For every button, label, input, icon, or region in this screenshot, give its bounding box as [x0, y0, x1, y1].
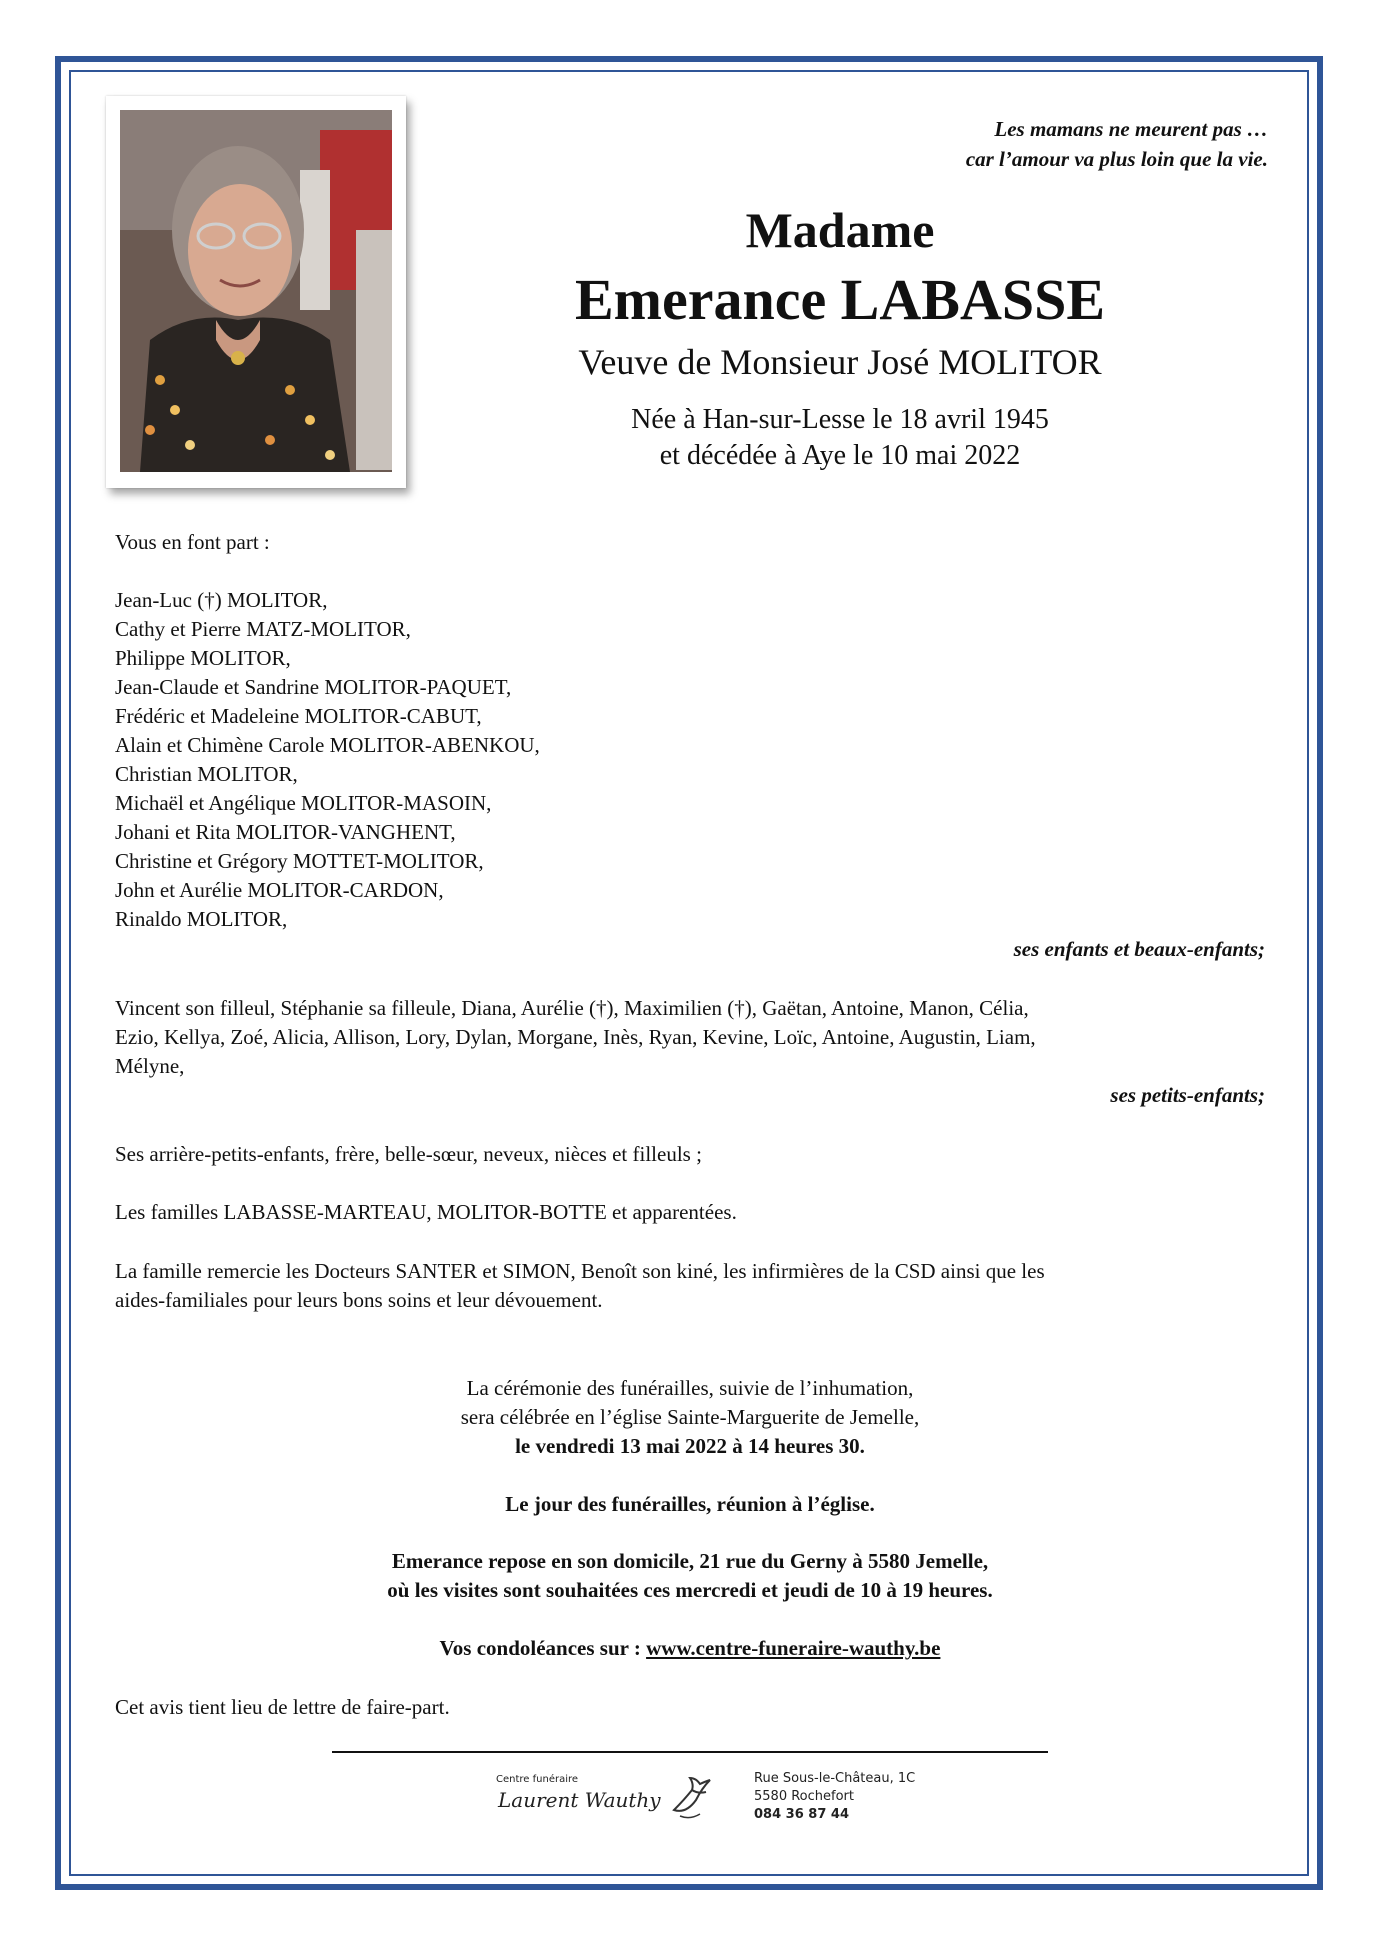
intro-text: Vous en font part :: [115, 530, 270, 554]
deceased-name: Emerance LABASSE: [574, 267, 1106, 332]
condolences: [115, 1634, 1265, 1663]
list-item: John et Aurélie MOLITOR-CARDON,: [115, 878, 444, 902]
list-item: Alain et Chimène Carole MOLITOR-ABENKOU,: [115, 733, 540, 757]
children-label: ses enfants et beaux-enfants;: [1013, 937, 1265, 961]
families: Les familles LABASSE-MARTEAU, MOLITOR-BOTTE et apparentées.: [115, 1200, 737, 1224]
ceremony-info: [115, 1374, 1265, 1461]
ceremony-datetime: le vendredi 13 mai 2022 à 14 heures 30.: [515, 1434, 865, 1458]
portrait-photo: [120, 110, 392, 472]
condolences-label: Vos condoléances sur :: [439, 1636, 641, 1660]
grandchildren-label: ses petits-enfants;: [1110, 1083, 1265, 1107]
meeting-info: Le jour des funérailles, réunion à l’église.: [505, 1492, 875, 1516]
list-item: Jean-Luc (†) MOLITOR,: [115, 588, 328, 612]
birth-death-dates: [480, 402, 1200, 474]
logo-small-text: Centre funéraire: [496, 1774, 579, 1785]
repose-line-1: Emerance repose en son domicile, 21 rue du Gerny à 5580 Jemelle,: [391, 1549, 989, 1573]
list-item: Christian MOLITOR,: [115, 762, 298, 786]
list-item: Philippe MOLITOR,: [115, 646, 291, 670]
portrait-frame: [106, 96, 406, 488]
widow-of: Veuve de Monsieur José MOLITOR: [578, 342, 1102, 382]
epigraph: [966, 114, 1268, 174]
funeral-home-logo: [496, 1770, 728, 1826]
phone-number: 084 36 87 44: [754, 1807, 849, 1822]
repose-info: [115, 1547, 1265, 1605]
grandchildren-list: [115, 994, 1265, 1081]
grandchildren-line: Vincent son filleul, Stéphanie sa filleule, Diana, Aurélie (†), Maximilien (†), Gaëtan, Antoine, Manon, Célia,: [115, 996, 1029, 1020]
thanks-line-2: aides-familiales pour leurs bons soins et leur dévouement.: [115, 1288, 603, 1312]
list-item: Frédéric et Madeleine MOLITOR-CABUT,: [115, 704, 482, 728]
list-item: Christine et Grégory MOTTET-MOLITOR,: [115, 849, 484, 873]
ceremony-line-1: La cérémonie des funérailles, suivie de l’inhumation,: [466, 1376, 914, 1400]
thanks-line-1: La famille remercie les Docteurs SANTER et SIMON, Benoît son kiné, les infirmières de la CSD ainsi que les: [115, 1259, 1045, 1283]
footer-divider: [332, 1751, 1048, 1753]
closing-note: Cet avis tient lieu de lettre de faire-part.: [115, 1695, 450, 1719]
dove-icon: [666, 1770, 716, 1824]
list-item: Rinaldo MOLITOR,: [115, 907, 288, 931]
list-item: Jean-Claude et Sandrine MOLITOR-PAQUET,: [115, 675, 512, 699]
list-item: Johani et Rita MOLITOR-VANGHENT,: [115, 820, 456, 844]
address-street: Rue Sous-le-Château, 1C: [754, 1771, 916, 1786]
repose-line-2: où les visites sont souhaitées ces mercredi et jeudi de 10 à 19 heures.: [387, 1578, 993, 1602]
epigraph-line-2: car l’amour va plus loin que la vie.: [965, 147, 1268, 171]
grandchildren-line: Mélyne,: [115, 1054, 185, 1078]
great-grandchildren: Ses arrière-petits-enfants, frère, belle-sœur, neveux, nièces et filleuls ;: [115, 1142, 702, 1166]
condolences-link[interactable]: www.centre-funeraire-wauthy.be: [646, 1636, 941, 1660]
logo-script-text: Laurent Wauthy: [498, 1788, 661, 1812]
honorific: Madame: [745, 202, 935, 258]
funeral-home-address: [754, 1770, 915, 1824]
thanks-paragraph: [115, 1257, 1265, 1315]
address-city: 5580 Rochefort: [754, 1789, 854, 1804]
grandchildren-line: Ezio, Kellya, Zoé, Alicia, Allison, Lory, Dylan, Morgane, Inès, Ryan, Kevine, Loïc, Antoine, Augustin, Liam,: [115, 1025, 1036, 1049]
list-item: Cathy et Pierre MATZ-MOLITOR,: [115, 617, 411, 641]
list-item: Michaël et Angélique MOLITOR-MASOIN,: [115, 791, 492, 815]
epigraph-line-1: Les mamans ne meurent pas …: [994, 117, 1268, 141]
birth-line: Née à Han-sur-Lesse le 18 avril 1945: [631, 404, 1049, 435]
children-list: [115, 586, 1265, 934]
death-line: et décédée à Aye le 10 mai 2022: [659, 440, 1021, 471]
ceremony-line-2: sera célébrée en l’église Sainte-Marguerite de Jemelle,: [460, 1405, 920, 1429]
